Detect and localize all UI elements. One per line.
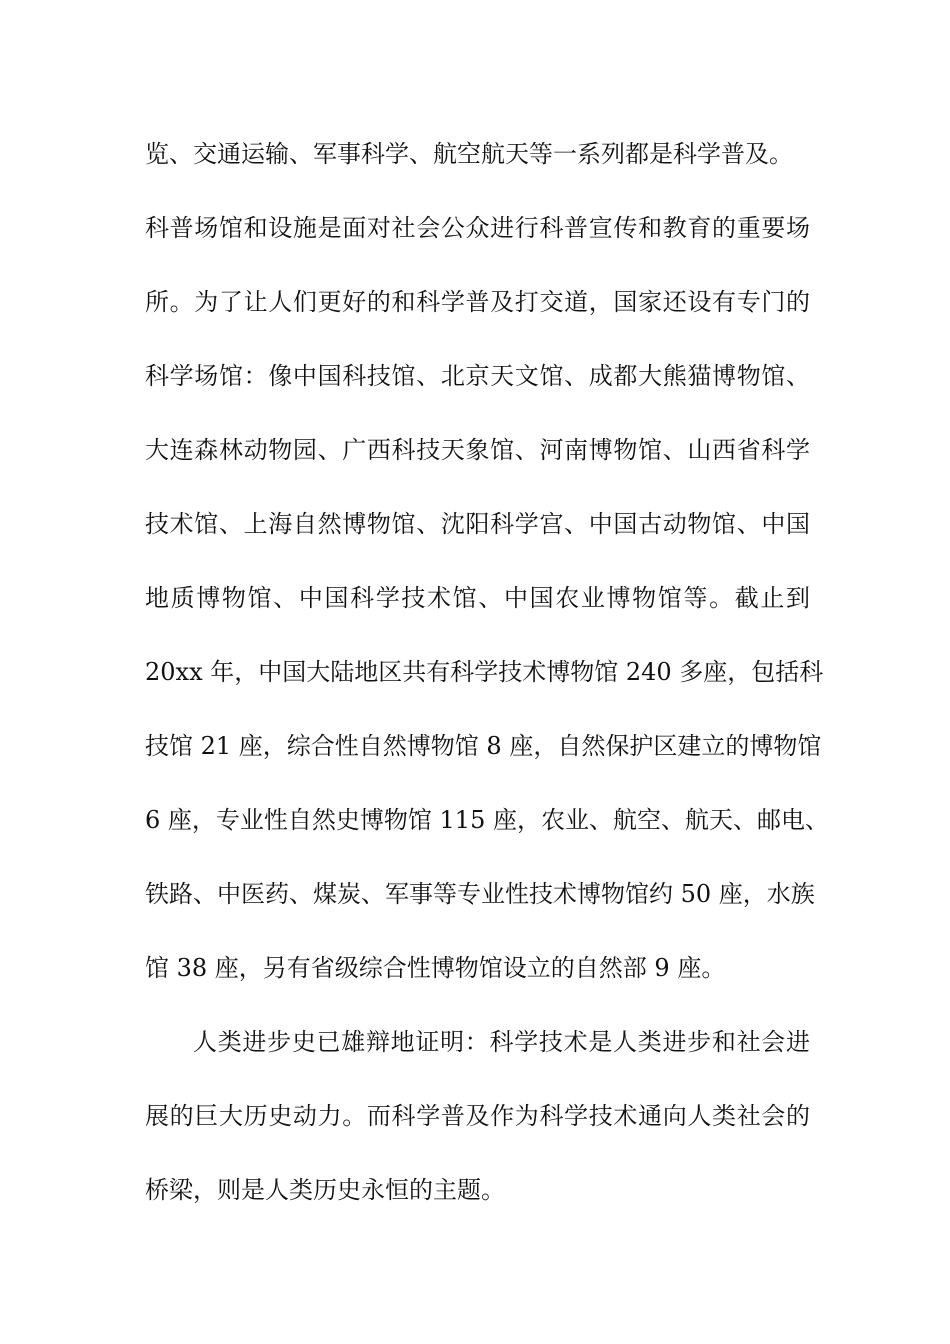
- text-line: 览、交通运输、军事科学、航空航天等一系列都是科学普及。: [145, 140, 793, 168]
- text-line: 大连森林动物园、广西科技天象馆、河南博物馆、山西省科学: [145, 436, 810, 464]
- text-line: 科普场馆和设施是面对社会公众进行科普宣传和教育的重要场: [145, 214, 810, 242]
- text-line: 6 座，专业性自然史博物馆 115 座，农业、航空、航天、邮电、: [145, 806, 829, 834]
- text-line: 展的巨大历史动力。而科学普及作为科学技术通向人类社会的: [145, 1102, 810, 1130]
- text-line: 技馆 21 座，综合性自然博物馆 8 座，自然保护区建立的博物馆: [145, 732, 822, 760]
- text-line: 技术馆、上海自然博物馆、沈阳科学宫、中国古动物馆、中国: [145, 510, 810, 538]
- text-line: 科学场馆：像中国科技馆、北京天文馆、成都大熊猫博物馆、: [145, 362, 810, 390]
- text-line: 铁路、中医药、煤炭、军事等专业性技术博物馆约 50 座，水族: [145, 880, 815, 908]
- text-line: 地质博物馆、中国科学技术馆、中国农业博物馆等。截止到: [145, 584, 810, 612]
- text-line: 所。为了让人们更好的和科学普及打交道，国家还设有专门的: [145, 288, 810, 316]
- text-line: 20xx 年，中国大陆地区共有科学技术博物馆 240 多座，包括科: [145, 658, 824, 686]
- text-line: 桥梁，则是人类历史永恒的主题。: [145, 1176, 505, 1204]
- paragraph-first-line: 人类进步史已雄辩地证明：科学技术是人类进步和社会进: [193, 1028, 810, 1056]
- text-line: 馆 38 座，另有省级综合性博物馆设立的自然部 9 座。: [145, 954, 726, 982]
